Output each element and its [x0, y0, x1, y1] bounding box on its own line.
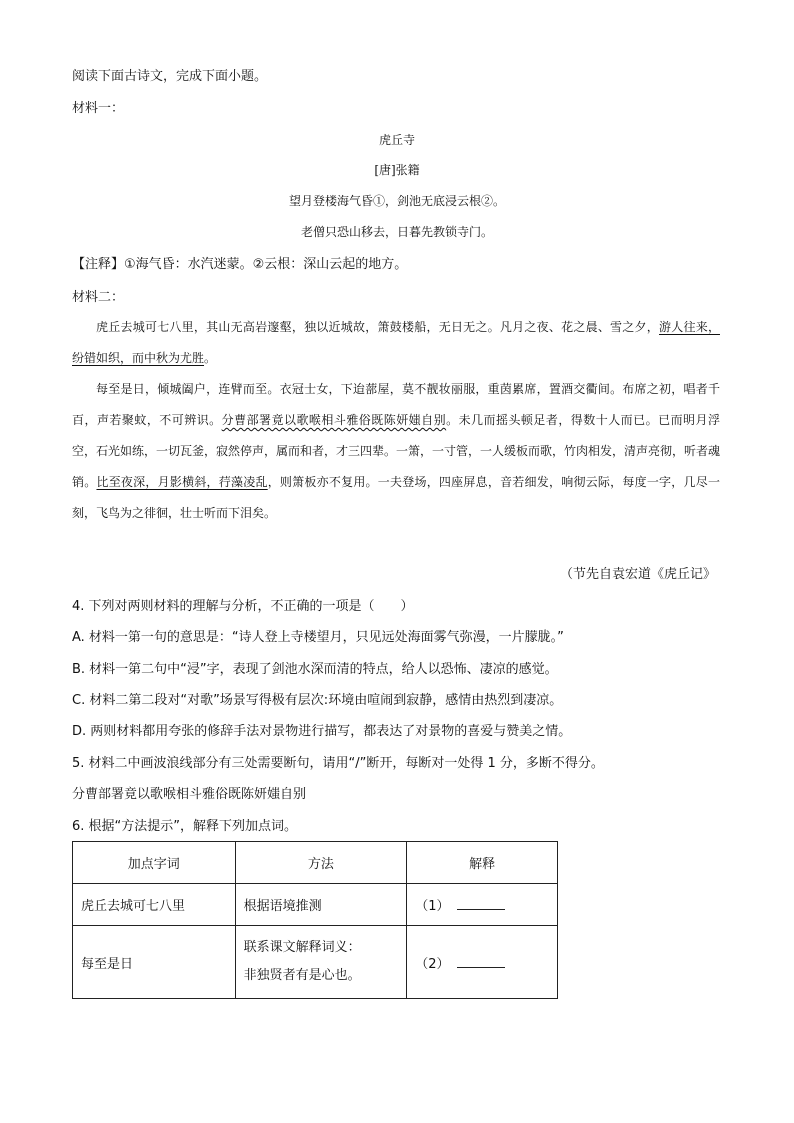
p2-underlined-text: 比至夜深，月影横斜，荇藻凌乱 [96, 475, 268, 489]
p2-text-c: ，则箫板亦不复用。一夫登场，四座屏息，音若细发，响彻云际，每度一字，几尽一刻，飞鸟为之徘徊，壮士听而下泪矣。 [72, 475, 720, 520]
question-5: 5. 材料二中画波浪线部分有三处需要断句，请用“/”断开，每断对一处得 1 分，多断不得分。 [72, 756, 604, 771]
instructions: 阅读下面古诗文，完成下面小题。 [72, 69, 268, 84]
material2-paragraph-2 [72, 374, 720, 529]
row1-answer-label: （1） [415, 899, 450, 914]
p1-underlined-text: 游人往来，纷错如织，而中秋为尤胜 [72, 320, 720, 365]
poem-note: 【注释】①海气昏：水汽迷蒙。②云根：深山云起的地方。 [72, 257, 408, 272]
p2-text-a: 每至是日，倾城阖户，连臂而至。衣冠士女，下迨蔀屋，莫不靓妆丽服，重茵累席，置酒交衢间。布席之初，唱者千百，声若聚蚊，不可辨识。 [72, 382, 720, 427]
q5-text: 分曹部署竟以歌喉相斗雅俗既陈妍媸自别 [72, 787, 307, 802]
row2-answer-blank[interactable] [457, 955, 505, 968]
table-row [73, 926, 558, 999]
header-explanation: 解释 [407, 842, 558, 884]
q4-option-d: D. 两则材料都用夸张的修辞手法对景物进行描写，都表达了对景物的喜爱与赞美之情。 [72, 724, 572, 739]
header-method: 方法 [235, 842, 407, 884]
row2-answer-cell [407, 926, 558, 999]
method-table [72, 841, 558, 999]
poem-line-1: 望月登楼海气昏①，剑池无底浸云根②。 [288, 194, 505, 208]
row1-word: 虎丘去城可七八里 [73, 884, 236, 926]
p2-wavy-text: 分曹部署竟以歌喉相斗雅俗既陈妍媸自别 [221, 413, 447, 427]
poem-author: [唐]张籍 [374, 163, 420, 177]
p2-text-b: 。未几而摇头顿足者，得数十人而已。已而明月浮空，石光如练，一切瓦釜，寂然停声，属而和者，才三四辈。一箫，一寸管，一人缓板而歌，竹肉相发，清声亮彻，听者魂销。 [72, 413, 721, 489]
header-word: 加点字词 [73, 842, 236, 884]
row2-method-cell [235, 926, 407, 999]
row2-method-line-2: 非独贤者有是心也。 [243, 968, 361, 983]
row2-answer-label: （2） [415, 956, 450, 972]
poem-title: 虎丘寺 [378, 133, 415, 147]
row1-answer-blank[interactable] [457, 897, 505, 910]
question-4: 4. 下列对两则材料的理解与分析，不正确的一项是（ ） [72, 599, 414, 614]
source-citation: （节先自袁宏道《虎丘记》 [559, 567, 716, 582]
material2-label: 材料二： [72, 290, 125, 305]
material1-label: 材料一： [72, 101, 125, 116]
q4-option-b: B. 材料一第二句中“浸”字，表现了剑池水深而清的特点，给人以恐怖、凄凉的感觉。 [72, 662, 558, 677]
row2-method-line-1: 联系课文解释词义： [243, 940, 361, 955]
row1-method: 根据语境推测 [235, 884, 407, 926]
q4-option-a: A. 材料一第一句的意思是：“诗人登上寺楼望月，只见远处海面雾气弥漫，一片朦胧。” [72, 630, 564, 645]
p1-text: 虎丘去城可七八里，其山无高岩邃壑，独以近城故，箫鼓楼船，无日无之。凡月之夜、花之晨、雪之夕， [96, 320, 660, 334]
table-header-row [73, 842, 558, 884]
q4-option-c: C. 材料二第二段对“对歌”场景写得极有层次:环境由喧闹到寂静，感情由热烈到凄凉。 [72, 693, 563, 708]
question-6: 6. 根据“方法提示”，解释下列加点词。 [72, 819, 298, 834]
material2-paragraph-1 [72, 312, 720, 374]
poem-line-2: 老僧只恐山移去，日暮先教锁寺门。 [300, 225, 493, 239]
table-row [73, 884, 558, 926]
row1-answer-cell [407, 884, 558, 926]
row2-word: 每至是日 [73, 926, 236, 999]
p1-end: 。 [204, 351, 217, 365]
